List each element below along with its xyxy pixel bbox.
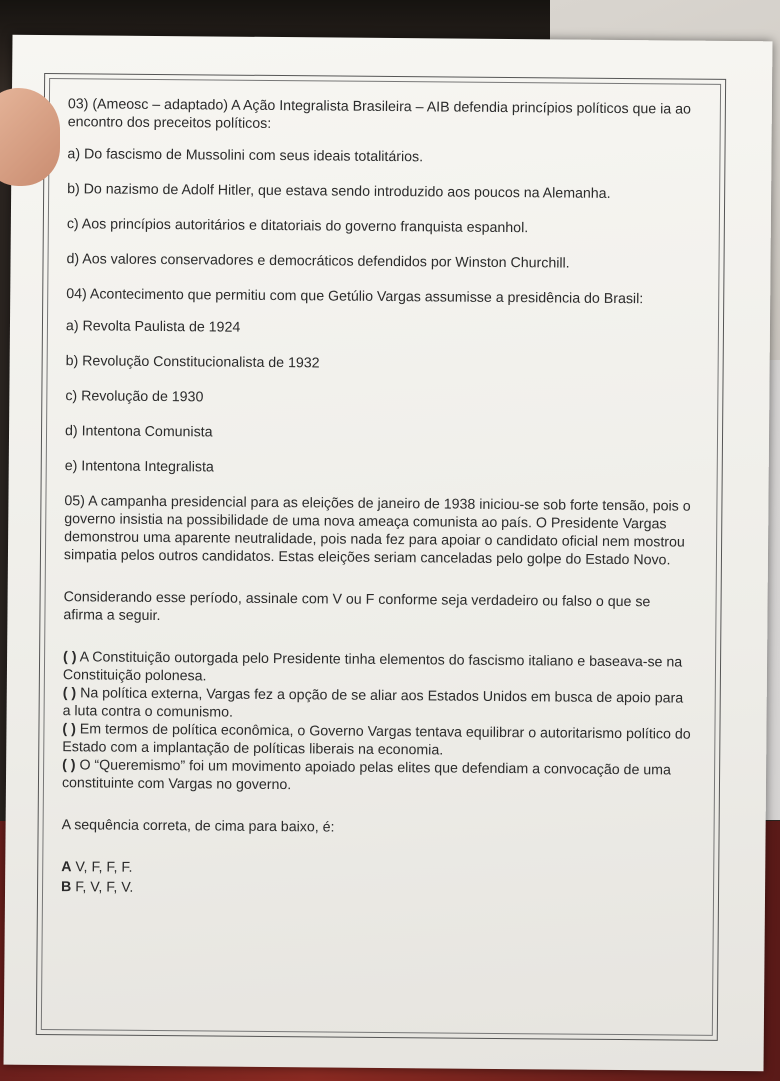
exam-sheet [4, 35, 773, 1072]
answer-box[interactable]: ( ) [62, 757, 76, 774]
exam-content [61, 95, 698, 903]
statement-1 [63, 648, 693, 689]
question-04-stem: 04) Acontecimento que permitiu com que Getúlio Vargas assumisse a presidência do Brasil: [66, 286, 644, 308]
question-03-option-c: c) Aos princípios autoritários e ditatoriais do governo franquista espanhol. [66, 216, 529, 237]
statement-4 [62, 756, 692, 797]
question-03-option-d: d) Aos valores conservadores e democráticos defendidos por Winston Churchill. [66, 251, 570, 272]
question-03-option-b: b) Do nazismo de Adolf Hitler, que estava sendo introduzido aos poucos na Alemanha. [67, 181, 611, 202]
question-04-option-c: c) Revolução de 1930 [65, 388, 204, 406]
answer-letter: A [61, 859, 72, 876]
question-05 [61, 492, 695, 901]
answer-box[interactable]: ( ) [62, 685, 77, 702]
statement-text: A Constituição outorgada pelo Presidente tinha elementos do fascismo italiano e baseava-se na Constituição polonesa. [62, 649, 683, 685]
question-05-instruction: Considerando esse período, assinale com V ou F conforme seja verdadeiro ou falso o que se afirma a seguir. [63, 589, 651, 625]
question-03 [66, 95, 697, 273]
sequence-prompt: A sequência correta, de cima para baixo, é: [61, 817, 335, 836]
answer-box[interactable]: ( ) [63, 649, 77, 666]
answer-option-b[interactable] [61, 878, 691, 901]
answer-text: F, V, F, V. [71, 879, 134, 896]
statement-text: O “Queremismo” foi um movimento apoiado pelas elites que defendiam a convocação de uma constituinte com Vargas no governo. [61, 757, 671, 794]
question-04-option-b: b) Revolução Constitucionalista de 1932 [65, 353, 320, 372]
statement-text: Na política externa, Vargas fez a opção de se aliar aos Estados Unidos em busca de apoio para a luta contra o comunismo. [62, 685, 684, 721]
question-05-stem: 05) A campanha presidencial para as eleições de janeiro de 1938 iniciou-se sob forte tensão, pois o governo insistia na possibilidade de uma nova ameaça comunista ao país. O Presidente Vargas demonstrou uma aparente neutralidade, pois nada fez para apoiar o candidato oficial nem mostrou simpatia pelos outros candidatos. Estas eleições seriam canceladas pelo golpe do Estado Novo. [63, 493, 691, 569]
answer-box[interactable]: ( ) [62, 721, 76, 738]
statement-3 [62, 720, 692, 761]
question-04-option-a: a) Revolta Paulista de 1924 [65, 318, 241, 336]
statement-text: Em termos de política econômica, o Governo Vargas tentava equilibrar o autoritarismo político do Estado com a implantação de políticas liberais na economia. [62, 721, 691, 759]
question-04-option-d: d) Intentona Comunista [64, 423, 213, 441]
question-03-stem: 03) (Ameosc – adaptado) A Ação Integralista Brasileira – AIB defendia princípios políticos que ia ao encontro dos preceitos políticos: [67, 96, 692, 132]
answer-text: V, F, F, F. [71, 859, 133, 876]
question-04-option-e: e) Intentona Integralista [64, 458, 214, 476]
question-04 [65, 285, 697, 480]
answer-letter: B [61, 879, 72, 896]
statement-2 [63, 684, 693, 725]
question-03-option-a: a) Do fascismo de Mussolini com seus ideais totalitários. [67, 146, 424, 166]
